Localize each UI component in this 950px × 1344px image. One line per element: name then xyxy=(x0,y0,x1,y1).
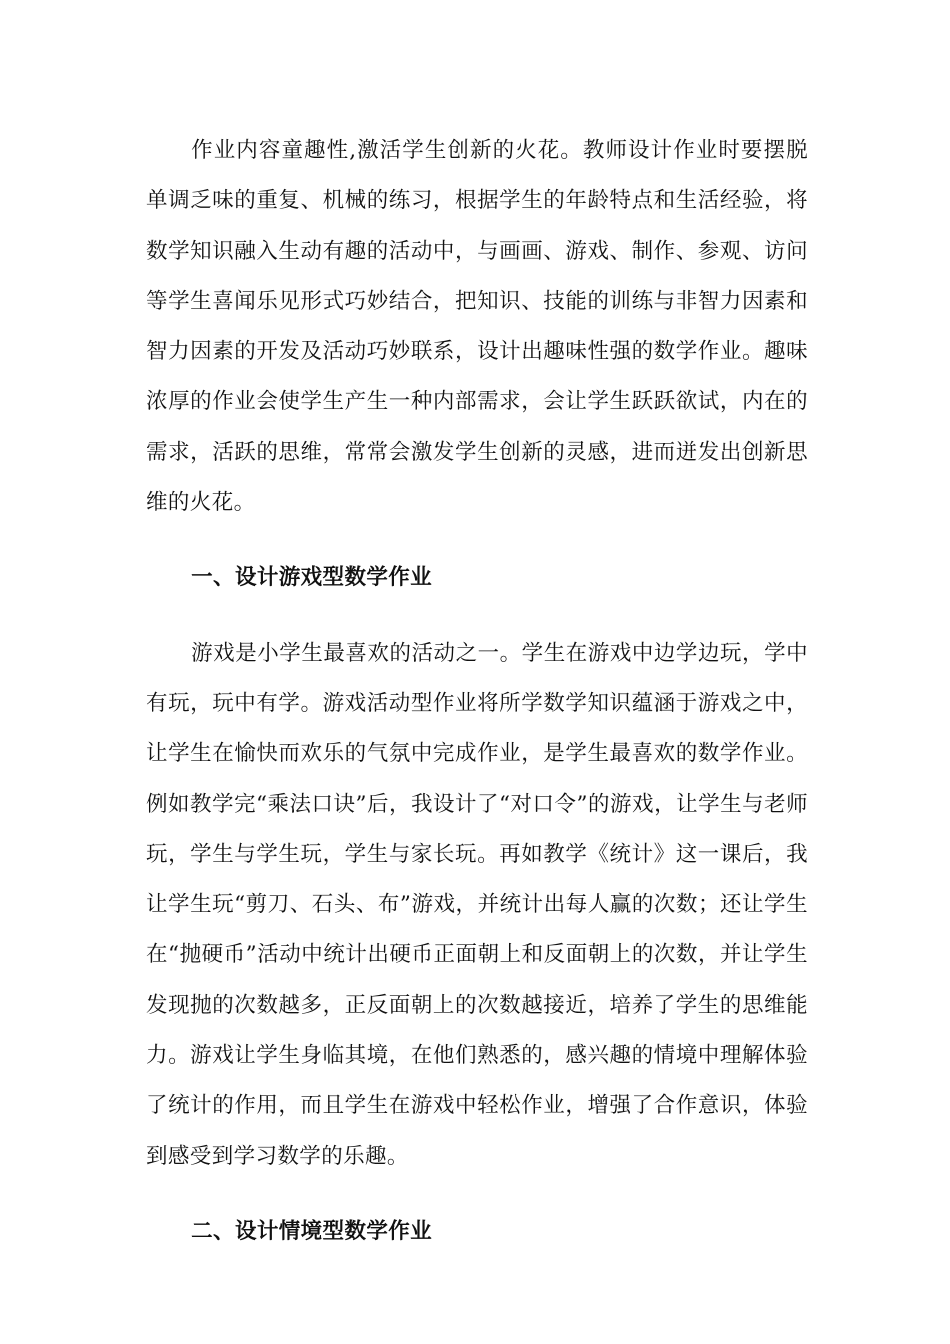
game-section-paragraph: 游戏是小学生最喜欢的活动之一。学生在游戏中边学边玩，学中有玩，玩中有学。游戏活动型作业将所学数学知识蕴涵于游戏之中，让学生在愉快而欢乐的气氛中完成作业，是学生最喜欢的数学作业。例如教学完“乘法口诀”后，我设计了“对口令”的游戏，让学生与老师玩，学生与学生玩，学生与家长玩。再如教学《统计》这一课后，我让学生玩“剪刀、石头、布”游戏，并统计出每人赢的次数；还让学生在“抛硬币”活动中统计出硬币正面朝上和反面朝上的次数，并让学生发现抛的次数越多，正反面朝上的次数越接近，培养了学生的思维能力。游戏让学生身临其境，在他们熟悉的，感兴趣的情境中理解体验了统计的作用，而且学生在游戏中轻松作业，增强了合作意识，体验到感受到学习数学的乐趣。 xyxy=(146,640,808,1169)
intro-paragraph: 作业内容童趣性,激活学生创新的火花。教师设计作业时要摆脱单调乏味的重复、机械的练习，根据学生的年龄特点和生活经验，将数学知识融入生动有趣的活动中，与画画、游戏、制作、参观、访问等学生喜闻乐见形式巧妙结合，把知识、技能的训练与非智力因素和智力因素的开发及活动巧妙联系，设计出趣味性强的数学作业。趣味浓厚的作业会使学生产生一种内部需求，会让学生跃跃欲试，内在的需求，活跃的思维，常常会激发学生创新的灵感，进而迸发出创新思维的火花。 xyxy=(146,138,808,516)
section-heading-situation: 二、设计情境型数学作业 xyxy=(191,1218,433,1244)
section-heading-game: 一、设计游戏型数学作业 xyxy=(191,565,433,591)
document-body xyxy=(146,126,808,1282)
